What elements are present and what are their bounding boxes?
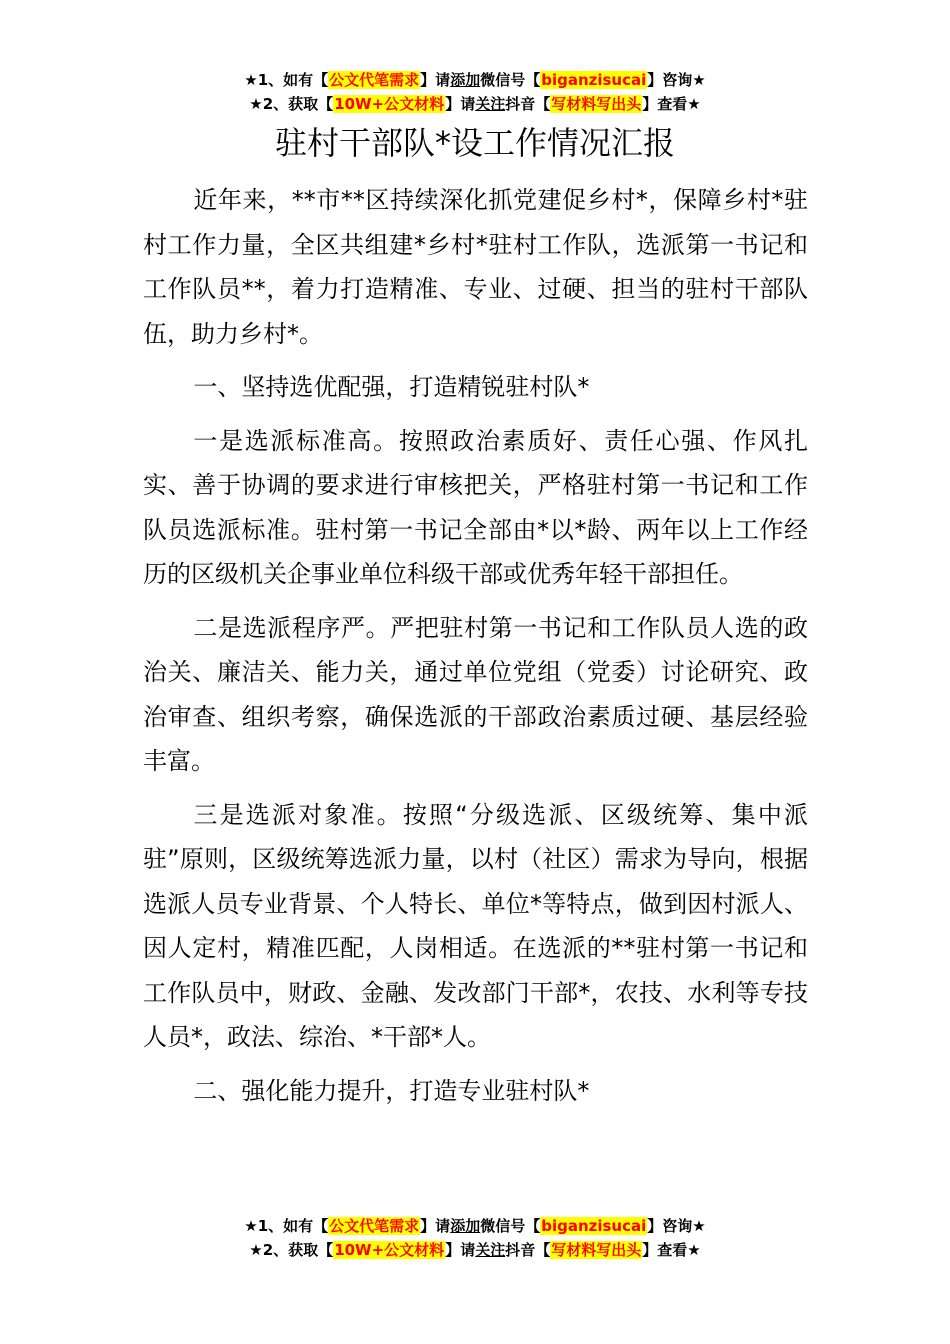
- banner-text: ★1、如有【: [244, 71, 329, 89]
- banner-text: 】请: [445, 1241, 476, 1259]
- banner-underlined-text: 关注: [475, 95, 506, 113]
- banner-highlight: biganzisucai: [541, 71, 647, 89]
- banner-text: ★2、获取【: [249, 1241, 334, 1259]
- banner-line-2: [0, 92, 950, 116]
- banner-text: 微信号【: [480, 1217, 541, 1235]
- banner-line-2: [0, 1238, 950, 1262]
- banner-text: ★1、如有【: [244, 1217, 329, 1235]
- banner-text: 】咨询★: [647, 71, 706, 89]
- banner-line-1: [0, 1214, 950, 1238]
- banner-underlined-text: 关注: [475, 1241, 506, 1259]
- document-title: 驻村干部队*设工作情况汇报: [274, 124, 675, 162]
- banner-text: 微信号【: [480, 71, 541, 89]
- paragraph-point-2: 二是选派程序严。严把驻村第一书记和工作队员人选的政治关、廉洁关、能力关，通过单位党组（党委）讨论研究、政治审查、组织考察，确保选派的干部政治素质过硬、基层经验丰富。: [143, 613, 808, 775]
- banner-text: 抖音【: [505, 95, 551, 113]
- banner-text: 】请: [420, 1217, 451, 1235]
- banner-text: ★2、获取【: [249, 95, 334, 113]
- banner-highlight: 公文代笔需求: [329, 71, 420, 89]
- banner-highlight: 10W+公文材料: [334, 1241, 445, 1259]
- top-banner: [0, 68, 950, 116]
- document-body: [143, 178, 808, 1122]
- banner-text: 】查看★: [642, 95, 701, 113]
- paragraph-point-3: 三是选派对象准。按照“分级选派、区级统筹、集中派驻”原则，区级统筹选派力量，以村（社区）需求为导向，根据选派人员专业背景、个人特长、单位*等特点，做到因村派人、因人定村，精准匹配，人岗相适。在选派的**驻村第一书记和工作队员中，财政、金融、发改部门干部*，农技、水利等专技人员*，政法、综治、*干部*人。: [143, 800, 808, 1051]
- banner-text: 】请: [445, 95, 476, 113]
- section-heading-1: 一、坚持选优配强，打造精锐驻村队*: [193, 373, 590, 401]
- banner-underlined-text: 添加: [450, 71, 481, 89]
- banner-text: 】咨询★: [647, 1217, 706, 1235]
- paragraph-point-1: 一是选派标准高。按照政治素质好、责任心强、作风扎实、善于协调的要求进行审核把关，严格驻村第一书记和工作队员选派标准。驻村第一书记全部由*以*龄、两年以上工作经历的区级机关企事业单位科级干部或优秀年轻干部担任。: [143, 426, 808, 588]
- bottom-banner: [0, 1214, 950, 1262]
- banner-line-1: [0, 68, 950, 92]
- banner-underlined-text: 添加: [450, 1217, 481, 1235]
- section-heading-2: 二、强化能力提升，打造专业驻村队*: [193, 1076, 590, 1105]
- banner-highlight: 公文代笔需求: [329, 1217, 420, 1235]
- banner-text: 】查看★: [642, 1241, 701, 1259]
- banner-highlight: 10W+公文材料: [334, 95, 445, 113]
- banner-text: 抖音【: [505, 1241, 551, 1259]
- banner-highlight: 写材料写出头: [551, 95, 642, 113]
- banner-highlight: biganzisucai: [541, 1217, 647, 1235]
- paragraph-intro: 近年来，**市**区持续深化抓党建促乡村*，保障乡村*驻村工作力量，全区共组建*乡村*驻村工作队，选派第一书记和工作队员**，着力打造精准、专业、过硬、担当的驻村干部队伍，助力乡村*。: [143, 186, 808, 348]
- banner-highlight: 写材料写出头: [551, 1241, 642, 1259]
- banner-text: 】请: [420, 71, 451, 89]
